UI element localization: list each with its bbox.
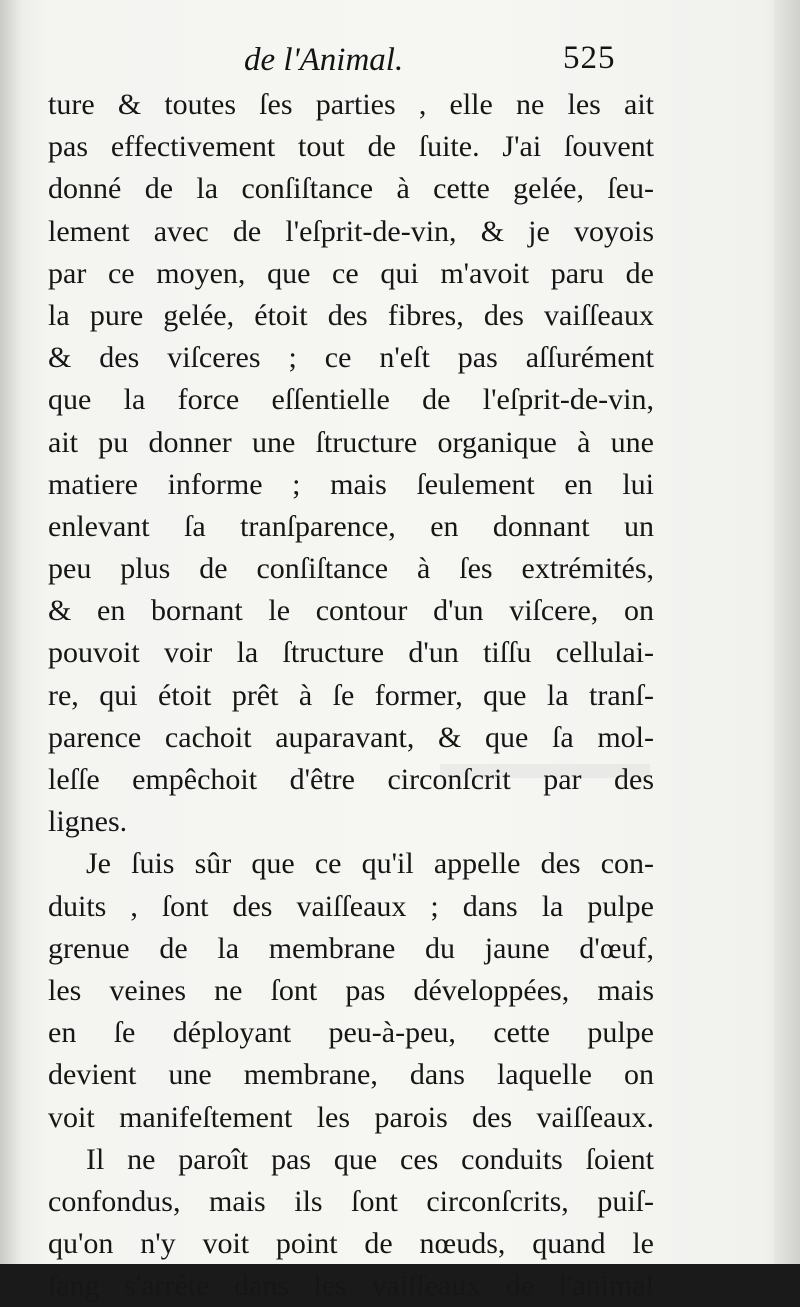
text-line: enlevant ſa tranſparence, en donnant un <box>48 509 654 543</box>
text-line: la pure gelée, étoit des fibres, des vaiſſeaux <box>48 298 654 332</box>
page-edge-shadow <box>774 0 800 1264</box>
text-line: duits , ſont des vaiſſeaux ; dans la pulpe <box>48 889 654 923</box>
text-line: ait pu donner une ſtructure organique à une <box>48 425 654 459</box>
text-line: & des viſceres ; ce n'eſt pas aſſurément <box>48 341 654 375</box>
text-line: pas effectivement tout de ſuite. J'ai ſouvent <box>48 130 654 164</box>
text-line-paragraph-start: Il ne paroît pas que ces conduits ſoient <box>86 1142 654 1176</box>
text-line: leſſe empêchoit d'être circonſcrit par des <box>48 763 654 796</box>
text-line: confondus, mais ils ſont circonſcrits, puiſ- <box>48 1184 654 1218</box>
text-line: pouvoit voir la ſtructure d'un tiſſu cellulai- <box>48 636 654 670</box>
text-line: & en bornant le contour d'un viſcere, on <box>48 594 654 628</box>
text-line-paragraph-end: lignes. <box>48 805 128 839</box>
text-line: devient une membrane, dans laquelle on <box>48 1058 654 1092</box>
text-line: re, qui étoit prêt à ſe former, que la tranſ- <box>48 678 654 712</box>
text-line: par ce moyen, que ce qui m'avoit paru de <box>48 256 654 290</box>
page-gutter-shadow <box>0 0 22 1264</box>
text-line: lement avec de l'eſprit-de-vin, & je voyois <box>48 214 654 248</box>
text-line-paragraph-end: voit manifeſtement les parois des vaiſſeaux. <box>48 1100 654 1134</box>
text-line: qu'on n'y voit point de nœuds, quand le <box>48 1227 654 1261</box>
text-line: donné de la conſiſtance à cette gelée, ſeu- <box>48 172 654 206</box>
text-line: les veines ne ſont pas développées, mais <box>48 973 654 1007</box>
page-number: 525 <box>563 40 616 76</box>
text-line: en ſe déployant peu-à-peu, cette pulpe <box>48 1016 654 1050</box>
page-header <box>48 38 650 88</box>
body-text <box>48 84 654 1307</box>
text-line: ſang s'arrête dans les vaiſſeaux de l'animal <box>48 1269 654 1303</box>
text-line-paragraph-start: Je ſuis sûr que ce qu'il appelle des con- <box>86 847 654 881</box>
text-line: peu plus de conſiſtance à ſes extrémités, <box>48 552 654 586</box>
text-line: ture & toutes ſes parties , elle ne les ait <box>48 88 654 121</box>
running-title: de l'Animal. <box>244 42 404 78</box>
text-line: que la force eſſentielle de l'eſprit-de-vin, <box>48 383 654 417</box>
text-line: parence cachoit auparavant, & que ſa mol- <box>48 720 654 754</box>
text-line: grenue de la membrane du jaune d'œuf, <box>48 931 654 965</box>
text-line: matiere informe ; mais ſeulement en lui <box>48 467 654 501</box>
